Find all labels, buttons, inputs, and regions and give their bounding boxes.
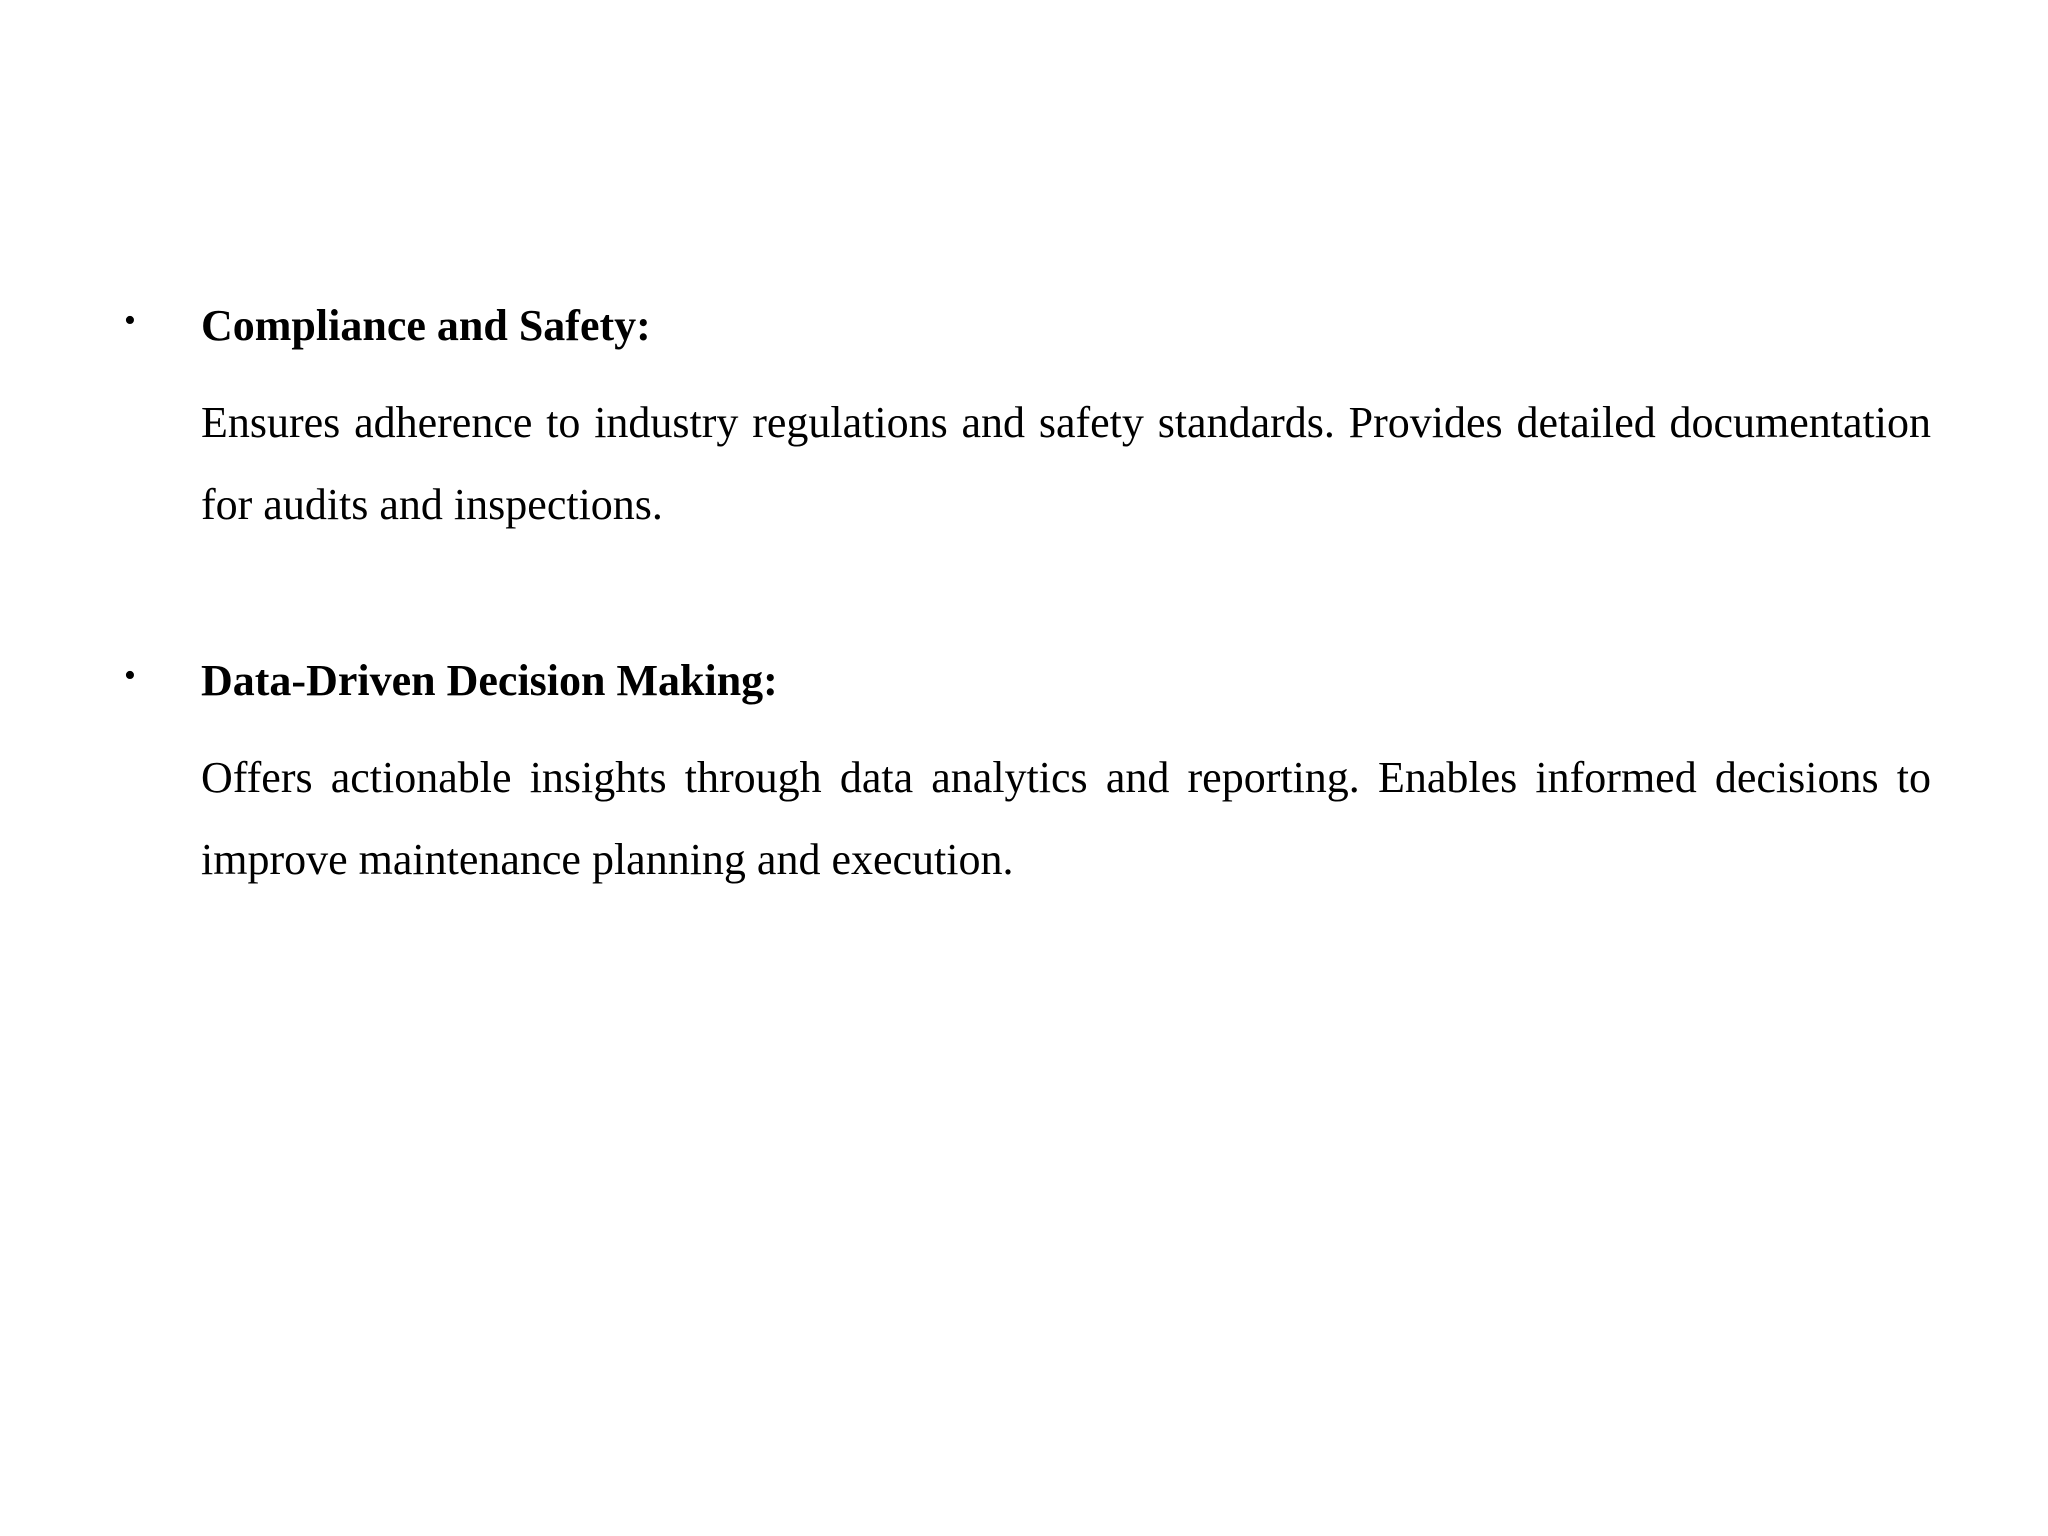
bullet-heading: Compliance and Safety: — [201, 301, 651, 350]
bullet-marker: • — [124, 302, 136, 339]
bullet-body: Offers actionable insights through data analytics and reporting. Enables informed decisions to improve maintenance planning and execution. — [201, 753, 1931, 884]
bullet-heading: Data-Driven Decision Making: — [201, 656, 778, 705]
bullet-marker: • — [124, 657, 136, 694]
bullet-body: Ensures adherence to industry regulations and safety standards. Provides detailed documentation for audits and inspections. — [201, 398, 1931, 529]
